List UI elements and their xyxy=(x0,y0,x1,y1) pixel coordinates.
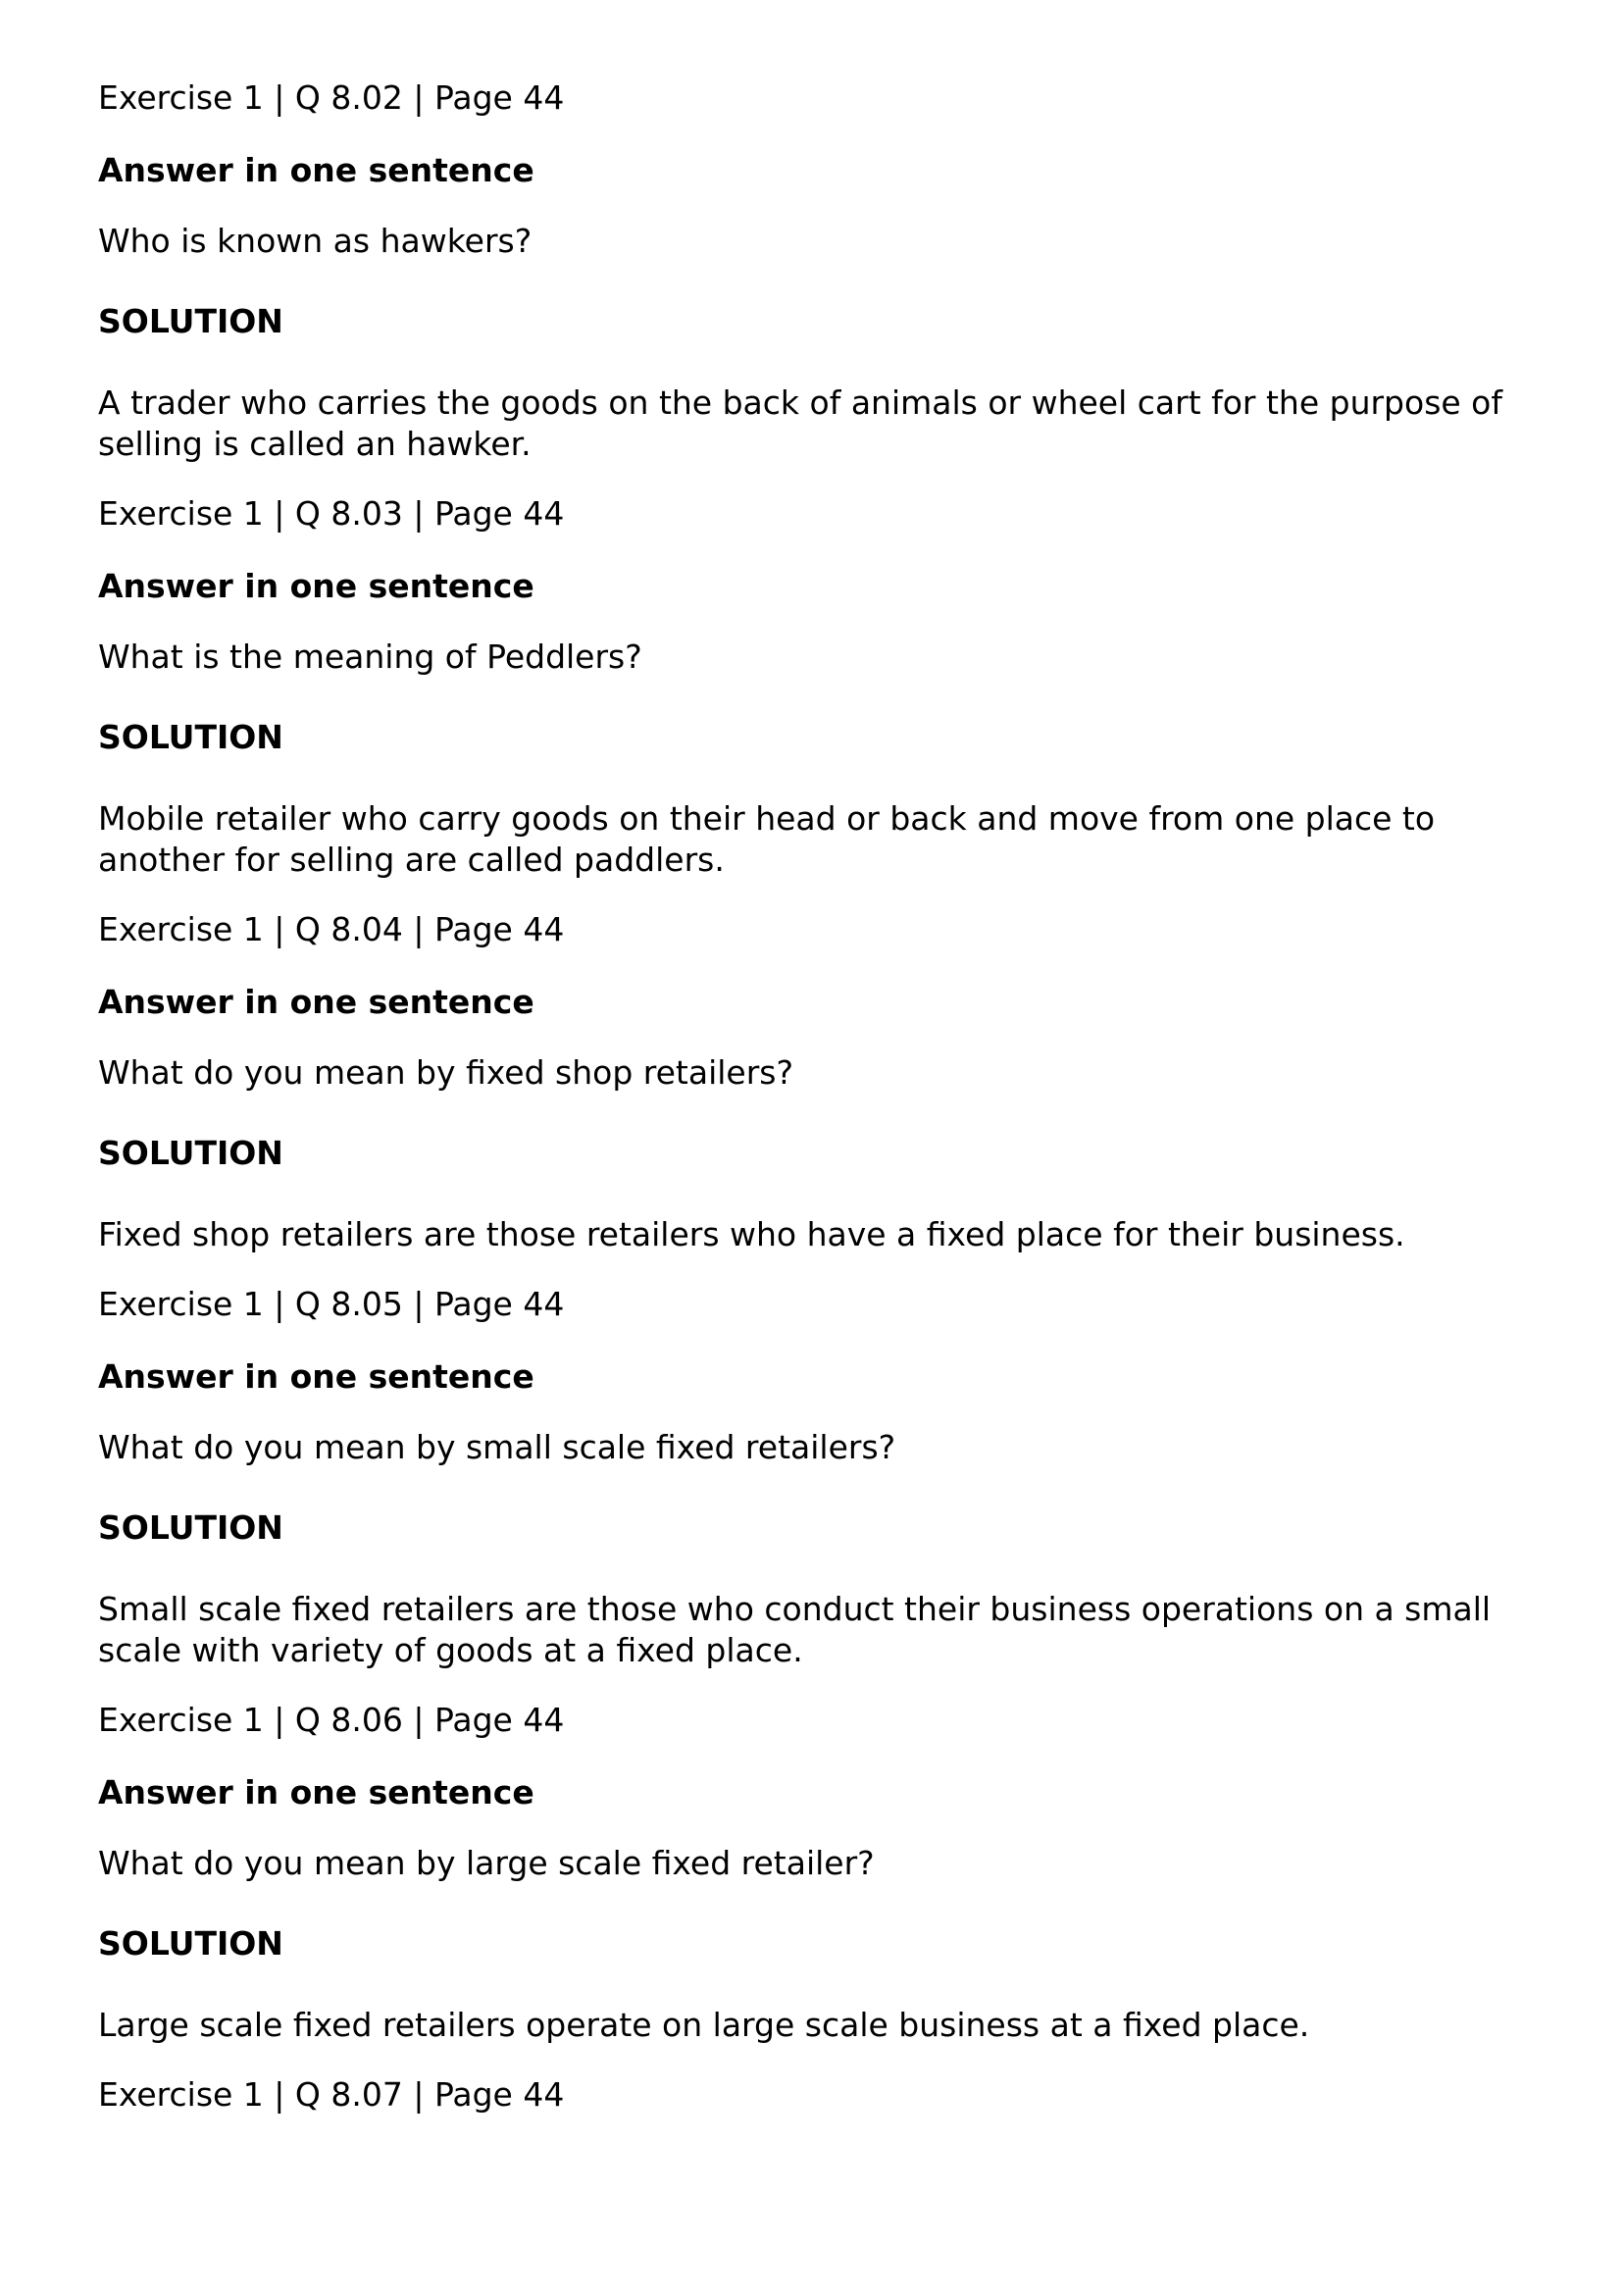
document-page xyxy=(98,77,1525,2146)
question-text: What do you mean by large scale fixed retailer? xyxy=(98,1844,875,1882)
solution-heading: SOLUTION xyxy=(98,1924,283,1963)
exercise-reference: Exercise 1 | Q 8.02 | Page 44 xyxy=(98,78,565,117)
solution-heading: SOLUTION xyxy=(98,718,283,756)
question-block xyxy=(98,1283,1525,1671)
answer-prompt: Answer in one sentence xyxy=(98,567,534,605)
question-block xyxy=(98,77,1525,465)
solution-text: Fixed shop retailers are those retailers who have a fixed place for their business. xyxy=(98,1215,1405,1253)
solution-text: A trader who carries the goods on the back of animals or wheel cart for the purpose of selling is called an hawker. xyxy=(98,383,1502,463)
answer-prompt: Answer in one sentence xyxy=(98,1357,534,1396)
answer-prompt: Answer in one sentence xyxy=(98,983,534,1021)
question-text: What do you mean by small scale fixed retailers? xyxy=(98,1428,896,1466)
answer-prompt: Answer in one sentence xyxy=(98,151,534,189)
answer-prompt: Answer in one sentence xyxy=(98,1773,534,1811)
solution-heading: SOLUTION xyxy=(98,1134,283,1172)
exercise-reference: Exercise 1 | Q 8.03 | Page 44 xyxy=(98,494,565,533)
solution-heading: SOLUTION xyxy=(98,302,283,340)
question-block xyxy=(98,908,1525,1255)
question-text: What is the meaning of Peddlers? xyxy=(98,638,642,676)
question-text: What do you mean by fixed shop retailers? xyxy=(98,1053,793,1092)
question-text: Who is known as hawkers? xyxy=(98,222,533,260)
exercise-reference-trailing: Exercise 1 | Q 8.07 | Page 44 xyxy=(98,2075,565,2114)
solution-heading: SOLUTION xyxy=(98,1508,283,1547)
exercise-reference: Exercise 1 | Q 8.05 | Page 44 xyxy=(98,1285,565,1323)
exercise-reference: Exercise 1 | Q 8.04 | Page 44 xyxy=(98,910,565,948)
exercise-reference: Exercise 1 | Q 8.06 | Page 44 xyxy=(98,1701,565,1739)
solution-text: Small scale fixed retailers are those who conduct their business operations on a small scale with variety of goods at a fixed place. xyxy=(98,1590,1492,1669)
solution-text: Mobile retailer who carry goods on their head or back and move from one place to another for selling are called paddlers. xyxy=(98,799,1436,879)
question-block xyxy=(98,1699,1525,2046)
question-block xyxy=(98,492,1525,881)
solution-text: Large scale fixed retailers operate on large scale business at a fixed place. xyxy=(98,2006,1310,2044)
